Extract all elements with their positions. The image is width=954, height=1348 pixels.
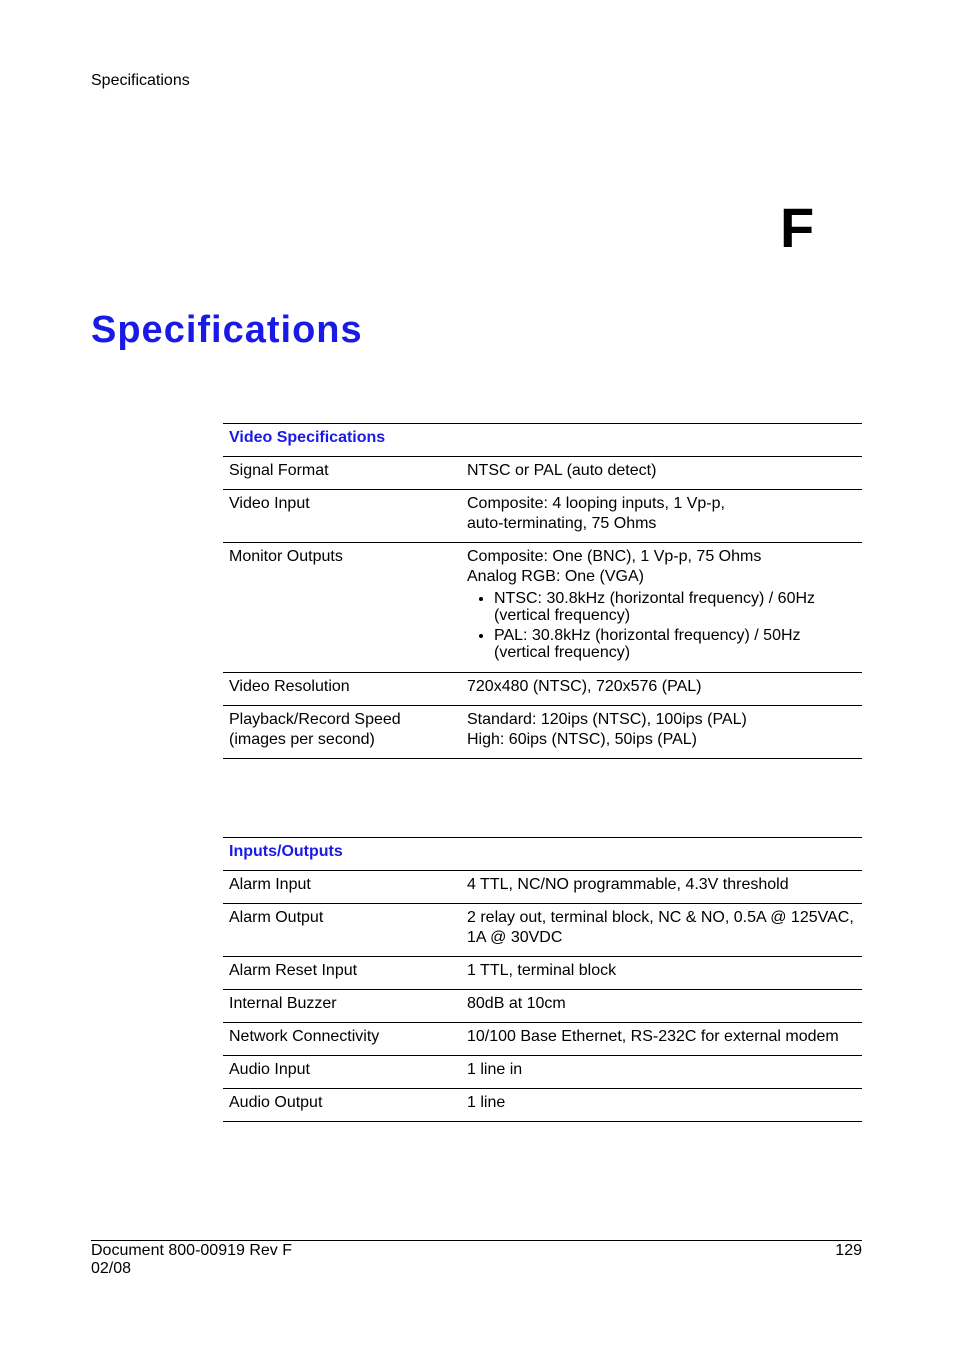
spec-value-line: 4 TTL, NC/NO programmable, 4.3V threshold [467,876,789,893]
table-row [223,1056,862,1089]
spec-value [461,871,862,904]
table-row [223,904,862,957]
page-title: Specifications [91,309,363,351]
table-header-row [223,424,862,457]
spec-label: Video Resolution [223,673,461,706]
spec-value-line: 1 line [467,1094,506,1111]
appendix-letter: F [780,196,815,259]
spec-label: Network Connectivity [223,1023,461,1056]
spec-value-line: 1 TTL, terminal block [467,962,617,979]
footer-document-number: Document 800-00919 Rev F [91,1242,292,1259]
spec-value [461,490,862,543]
table-row [223,543,862,673]
video-specifications-table [223,423,862,759]
running-header: Specifications [91,72,190,89]
table-row [223,457,862,490]
spec-value-line: 10/100 Base Ethernet, RS-232C for external modem [467,1028,839,1045]
spec-label: Playback/Record Speed (images per second) [223,706,461,759]
table-header-row [223,838,862,871]
spec-label: Monitor Outputs [223,543,461,673]
spec-bullet-item: • PAL: 30.8kHz (horizontal frequency) / 50Hz (vertical frequency) [494,627,856,661]
spec-value [461,1023,862,1056]
table-row [223,673,862,706]
spec-value [461,706,862,759]
table-heading: Inputs/Outputs [223,838,862,871]
spec-label: Audio Input [223,1056,461,1089]
spec-label: Signal Format [223,457,461,490]
spec-value-line: Composite: One (BNC), 1 Vp-p, 75 Ohms [467,548,762,565]
footer-rule [91,1240,862,1241]
spec-value [461,904,862,957]
spec-value-line: Composite: 4 looping inputs, 1 Vp-p, [467,495,725,512]
table-row [223,1089,862,1122]
table-row [223,1023,862,1056]
spec-value-line: auto-terminating, 75 Ohms [467,515,657,532]
spec-value [461,957,862,990]
spec-value [461,543,862,673]
spec-label: Alarm Output [223,904,461,957]
spec-value-line: NTSC or PAL (auto detect) [467,462,657,479]
spec-value [461,457,862,490]
spec-value-line: Analog RGB: One (VGA) [467,568,644,585]
inputs-outputs-table [223,837,862,1122]
table-row [223,990,862,1023]
spec-label: Internal Buzzer [223,990,461,1023]
spec-label: Audio Output [223,1089,461,1122]
spec-label: Video Input [223,490,461,543]
spec-value [461,1089,862,1122]
spec-bullet-list [467,590,856,661]
spec-bullet-item: • NTSC: 30.8kHz (horizontal frequency) / 60Hz (vertical frequency) [494,590,856,624]
spec-label: Alarm Input [223,871,461,904]
table-row [223,957,862,990]
footer-page-number: 129 [835,1242,862,1259]
spec-value-line: 720x480 (NTSC), 720x576 (PAL) [467,678,702,695]
table-heading: Video Specifications [223,424,862,457]
spec-value-line: 80dB at 10cm [467,995,566,1012]
footer-document-info [91,1242,292,1278]
spec-value [461,1056,862,1089]
spec-value [461,673,862,706]
spec-value-line: 2 relay out, terminal block, NC & NO, 0.5A @ 125VAC, 1A @ 30VDC [467,909,854,946]
table-row [223,871,862,904]
table-row [223,490,862,543]
spec-value-line: High: 60ips (NTSC), 50ips (PAL) [467,731,697,748]
spec-value-line: Standard: 120ips (NTSC), 100ips (PAL) [467,711,747,728]
footer-date: 02/08 [91,1260,132,1277]
spec-value [461,990,862,1023]
table-row [223,706,862,759]
spec-value-line: 1 line in [467,1061,523,1078]
spec-label: Alarm Reset Input [223,957,461,990]
